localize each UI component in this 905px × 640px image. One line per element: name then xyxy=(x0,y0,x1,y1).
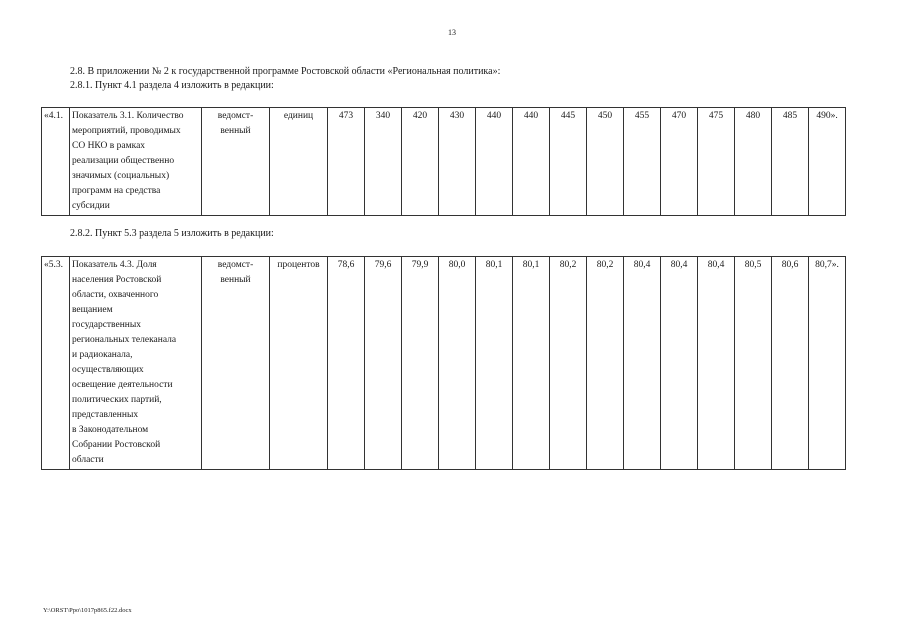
value-cell: 80,4 xyxy=(624,257,661,470)
value-cell: 473 xyxy=(328,108,365,216)
indicator-line: политических партий, xyxy=(72,395,162,405)
indicator-line: осуществляющих xyxy=(72,365,144,375)
subsection-2-8-1: 2.8.1. Пункт 4.1 раздела 4 изложить в редакции: xyxy=(70,80,274,91)
type-line: венный xyxy=(220,126,251,136)
indicator-name xyxy=(70,257,202,470)
row-number: «5.3. xyxy=(42,257,70,470)
indicator-line: региональных телеканала xyxy=(72,335,177,345)
value-cell: 80,2 xyxy=(587,257,624,470)
indicator-line: представленных xyxy=(72,410,139,420)
value-cell: 340 xyxy=(365,108,402,216)
indicator-line: государственных xyxy=(72,320,142,330)
indicator-line: субсидии xyxy=(72,201,110,211)
value-cell: 450 xyxy=(587,108,624,216)
value-cell: 78,6 xyxy=(328,257,365,470)
value-cell: 80,6 xyxy=(772,257,809,470)
type-line: венный xyxy=(220,275,251,285)
indicator-table-5-3 xyxy=(41,256,846,470)
value-cell: 440 xyxy=(513,108,550,216)
indicator-name xyxy=(70,108,202,216)
value-cell: 80,1 xyxy=(476,257,513,470)
indicator-line: области, охваченного xyxy=(72,290,159,300)
indicator-type xyxy=(202,108,270,216)
value-cell: 80,1 xyxy=(513,257,550,470)
indicator-type xyxy=(202,257,270,470)
value-cell: 80,2 xyxy=(550,257,587,470)
indicator-line: Собрании Ростовской xyxy=(72,440,161,450)
value-cell: 80,7». xyxy=(809,257,846,470)
value-cell: 445 xyxy=(550,108,587,216)
value-cell: 440 xyxy=(476,108,513,216)
indicator-line: Показатель 4.3. Доля xyxy=(72,260,157,270)
indicator-line: области xyxy=(72,455,104,465)
value-cell: 475 xyxy=(698,108,735,216)
indicator-line: реализации общественно xyxy=(72,156,175,166)
value-cell: 80,0 xyxy=(439,257,476,470)
row-number: «4.1. xyxy=(42,108,70,216)
unit-cell: процентов xyxy=(270,257,328,470)
value-cell: 470 xyxy=(661,108,698,216)
indicator-line: в Законодательном xyxy=(72,425,149,435)
value-cell: 490». xyxy=(809,108,846,216)
subsection-2-8-2: 2.8.2. Пункт 5.3 раздела 5 изложить в редакции: xyxy=(70,228,274,239)
value-cell: 79,6 xyxy=(365,257,402,470)
indicator-table-4-1 xyxy=(41,107,846,216)
value-cell: 80,4 xyxy=(661,257,698,470)
page-number: 13 xyxy=(448,28,456,37)
value-cell: 79,9 xyxy=(402,257,439,470)
value-cell: 80,5 xyxy=(735,257,772,470)
indicator-line: Показатель 3.1. Количество xyxy=(72,111,184,121)
indicator-line: освещение деятельности xyxy=(72,380,173,390)
value-cell: 430 xyxy=(439,108,476,216)
indicator-line: вещанием xyxy=(72,305,113,315)
table-row xyxy=(42,108,846,216)
intro-paragraph: 2.8. В приложении № 2 к государственной программе Ростовской области «Региональная политика»: xyxy=(70,66,501,77)
file-path-footer: Y:\ORST\Ppo\1017p865.f22.docx xyxy=(43,607,132,614)
indicator-line: и радиоканала, xyxy=(72,350,133,360)
value-cell: 480 xyxy=(735,108,772,216)
indicator-line: программ на средства xyxy=(72,186,161,196)
indicator-line: СО НКО в рамках xyxy=(72,141,146,151)
type-line: ведомст- xyxy=(217,260,254,270)
indicator-line: значимых (социальных) xyxy=(72,171,170,181)
value-cell: 420 xyxy=(402,108,439,216)
indicator-line: мероприятий, проводимых xyxy=(72,126,181,136)
indicator-line: населения Ростовской xyxy=(72,275,162,285)
value-cell: 485 xyxy=(772,108,809,216)
value-cell: 455 xyxy=(624,108,661,216)
unit-cell: единиц xyxy=(270,108,328,216)
type-line: ведомст- xyxy=(217,111,254,121)
table-row xyxy=(42,257,846,470)
value-cell: 80,4 xyxy=(698,257,735,470)
